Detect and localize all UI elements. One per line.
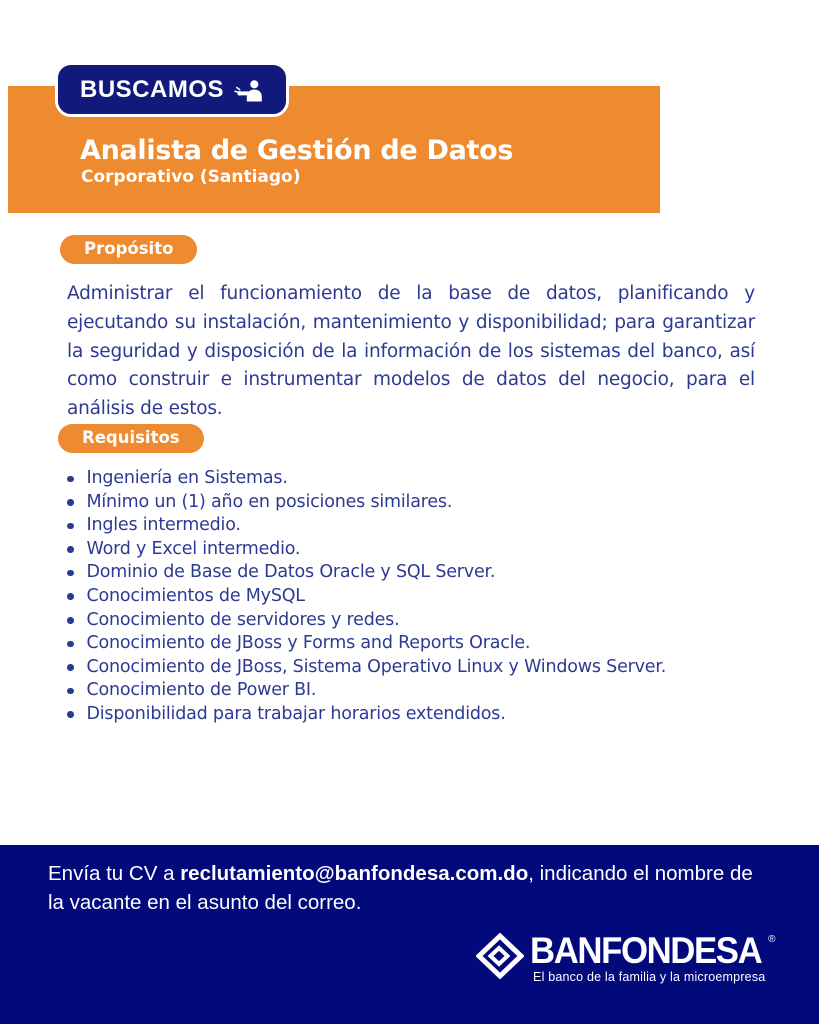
requirement-item — [67, 538, 727, 562]
bullet-icon — [67, 711, 74, 718]
bullet-icon — [67, 476, 74, 483]
requirements-section-badge: Requisitos — [58, 424, 204, 453]
requirement-text: Ingles intermedio. — [86, 515, 241, 536]
person-waving-icon — [234, 77, 264, 103]
buscamos-badge — [55, 62, 289, 117]
buscamos-label: BUSCAMOS — [80, 75, 225, 103]
recruitment-email[interactable]: reclutamiento@banfondesa.com.do — [180, 862, 529, 885]
bullet-icon — [67, 641, 74, 648]
cta-text — [48, 859, 764, 917]
bullet-icon — [67, 593, 74, 600]
requirement-text: Conocimiento de JBoss y Forms and Reports Oracle. — [86, 633, 531, 654]
purpose-section-badge: Propósito — [60, 235, 197, 264]
registered-mark: ® — [768, 934, 776, 945]
requirement-text: Conocimiento de Power BI. — [86, 680, 317, 701]
requirement-text: Ingeniería en Sistemas. — [86, 468, 288, 488]
requirement-item — [67, 491, 727, 515]
requirement-text: Conocimiento de JBoss, Sistema Operativo Linux y Windows Server. — [86, 656, 667, 677]
requirement-item — [67, 632, 727, 656]
requirement-item — [67, 609, 727, 633]
job-location: Corporativo (Santiago) — [81, 167, 301, 187]
requirement-text: Word y Excel intermedio. — [86, 538, 301, 559]
diamond-logo-icon — [476, 933, 524, 979]
job-title: Analista de Gestión de Datos — [80, 135, 514, 166]
requirement-item — [67, 467, 727, 491]
requirements-list — [67, 467, 727, 727]
requirement-item — [67, 679, 727, 703]
requirement-text: Disponibilidad para trabajar horarios extendidos. — [86, 703, 506, 724]
bullet-icon — [67, 570, 74, 577]
brand-tagline: El banco de la familia y la microempresa — [533, 970, 766, 984]
requirement-text: Dominio de Base de Datos Oracle y SQL Server. — [86, 562, 496, 583]
requirement-text: Conocimientos de MySQL — [86, 585, 305, 606]
requirement-item — [67, 514, 727, 538]
brand-wordmark: BANFONDESA — [530, 930, 762, 971]
bullet-icon — [67, 617, 74, 624]
bullet-icon — [67, 523, 74, 530]
bullet-icon — [67, 688, 74, 695]
requirement-item — [67, 561, 727, 585]
banfondesa-logo — [476, 930, 776, 984]
requirement-item — [67, 585, 727, 609]
footer — [0, 845, 819, 1024]
bullet-icon — [67, 664, 74, 671]
requirement-text: Conocimiento de servidores y redes. — [86, 609, 400, 630]
purpose-text: Administrar el funcionamiento de la base de datos, planificando y ejecutando su instalación, mantenimiento y disponibilidad; para garantizar la seguridad y disposición de la información de los sistemas del banco, así como construir e instrumentar modelos de datos del negocio, para el análisis de estos. — [67, 283, 755, 420]
requirement-item — [67, 703, 727, 727]
bullet-icon — [67, 546, 74, 553]
requirement-item — [67, 656, 727, 680]
brand-text-block — [530, 930, 776, 984]
cta-suffix: , indicando el nombre de la vacante en el asunto del correo. — [48, 862, 753, 914]
bullet-icon — [67, 499, 74, 506]
cta-prefix: Envía tu CV a — [48, 862, 181, 885]
requirement-text: Mínimo un (1) año en posiciones similares. — [86, 491, 453, 512]
